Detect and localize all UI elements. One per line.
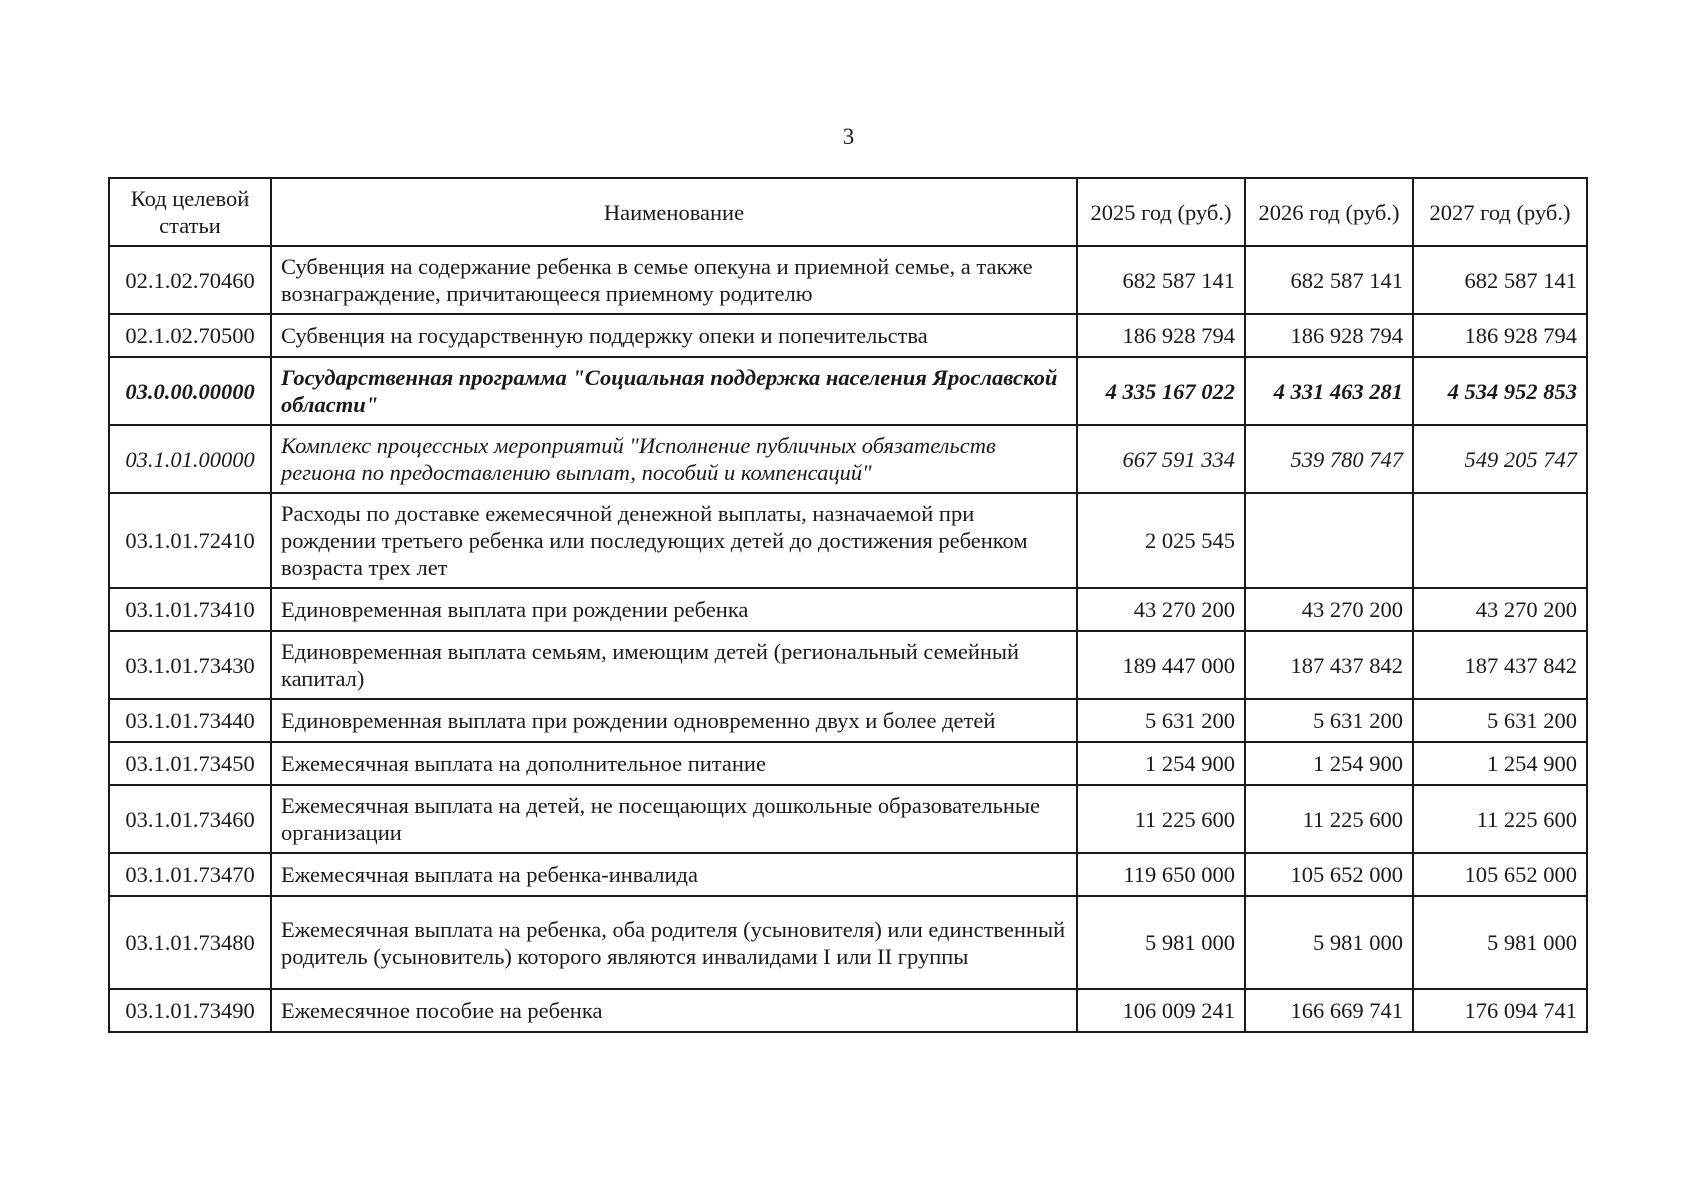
row-2027: 43 270 200 bbox=[1413, 588, 1587, 631]
table-row bbox=[109, 785, 1587, 853]
row-2025: 667 591 334 bbox=[1077, 425, 1245, 493]
row-2025: 1 254 900 bbox=[1077, 742, 1245, 785]
row-2026: 186 928 794 bbox=[1245, 314, 1413, 357]
row-code: 03.1.01.73470 bbox=[109, 853, 271, 896]
row-name: Единовременная выплата при рождении одновременно двух и более детей bbox=[271, 699, 1077, 742]
row-2026: 166 669 741 bbox=[1245, 989, 1413, 1032]
table-row-complex bbox=[109, 425, 1587, 493]
row-code: 03.1.01.73430 bbox=[109, 631, 271, 699]
table-row bbox=[109, 631, 1587, 699]
row-name: Ежемесячная выплата на дополнительное питание bbox=[271, 742, 1077, 785]
row-2025: 2 025 545 bbox=[1077, 493, 1245, 588]
row-name: Ежемесячная выплата на детей, не посещающих дошкольные образовательные организации bbox=[271, 785, 1077, 853]
row-code: 03.1.01.73480 bbox=[109, 896, 271, 989]
row-2025: 186 928 794 bbox=[1077, 314, 1245, 357]
row-code: 03.1.01.00000 bbox=[109, 425, 271, 493]
row-2027: 105 652 000 bbox=[1413, 853, 1587, 896]
table-row bbox=[109, 853, 1587, 896]
row-2026: 4 331 463 281 bbox=[1245, 357, 1413, 425]
row-code: 03.1.01.73440 bbox=[109, 699, 271, 742]
row-2025: 4 335 167 022 bbox=[1077, 357, 1245, 425]
row-2027: 11 225 600 bbox=[1413, 785, 1587, 853]
row-2027: 176 094 741 bbox=[1413, 989, 1587, 1032]
table-row bbox=[109, 314, 1587, 357]
table-row bbox=[109, 246, 1587, 314]
row-2026: 5 631 200 bbox=[1245, 699, 1413, 742]
row-code: 03.1.01.73490 bbox=[109, 989, 271, 1032]
row-name: Государственная программа "Социальная поддержка населения Ярославской области" bbox=[271, 357, 1077, 425]
row-name: Расходы по доставке ежемесячной денежной выплаты, назначаемой при рождении третьего ребенка или последующих детей до достижения ребенком возраста трех лет bbox=[271, 493, 1077, 588]
budget-table bbox=[108, 177, 1588, 1033]
row-2025: 5 631 200 bbox=[1077, 699, 1245, 742]
row-2026: 43 270 200 bbox=[1245, 588, 1413, 631]
row-2025: 119 650 000 bbox=[1077, 853, 1245, 896]
row-2027: 187 437 842 bbox=[1413, 631, 1587, 699]
table-row bbox=[109, 896, 1587, 989]
row-2027: 5 631 200 bbox=[1413, 699, 1587, 742]
row-code: 03.1.01.73410 bbox=[109, 588, 271, 631]
row-2026: 682 587 141 bbox=[1245, 246, 1413, 314]
row-name: Субвенция на содержание ребенка в семье опекуна и приемной семье, а также вознаграждение, причитающееся приемному родителю bbox=[271, 246, 1077, 314]
row-code: 03.1.01.73460 bbox=[109, 785, 271, 853]
row-2027: 5 981 000 bbox=[1413, 896, 1587, 989]
row-2025: 106 009 241 bbox=[1077, 989, 1245, 1032]
header-2026: 2026 год (руб.) bbox=[1245, 178, 1413, 246]
row-2026: 539 780 747 bbox=[1245, 425, 1413, 493]
header-code: Код целевой статьи bbox=[109, 178, 271, 246]
row-code: 02.1.02.70500 bbox=[109, 314, 271, 357]
row-2026: 187 437 842 bbox=[1245, 631, 1413, 699]
row-2025: 43 270 200 bbox=[1077, 588, 1245, 631]
row-2027: 186 928 794 bbox=[1413, 314, 1587, 357]
table-header-row bbox=[109, 178, 1587, 246]
row-name: Комплекс процессных мероприятий "Исполнение публичных обязательств региона по предоставлению выплат, пособий и компенсаций" bbox=[271, 425, 1077, 493]
header-2027: 2027 год (руб.) bbox=[1413, 178, 1587, 246]
row-code: 03.1.01.73450 bbox=[109, 742, 271, 785]
header-name: Наименование bbox=[271, 178, 1077, 246]
row-2025: 11 225 600 bbox=[1077, 785, 1245, 853]
row-code: 02.1.02.70460 bbox=[109, 246, 271, 314]
row-name: Единовременная выплата при рождении ребенка bbox=[271, 588, 1077, 631]
row-code: 03.0.00.00000 bbox=[109, 357, 271, 425]
table-row bbox=[109, 493, 1587, 588]
row-name: Единовременная выплата семьям, имеющим детей (региональный семейный капитал) bbox=[271, 631, 1077, 699]
row-name: Субвенция на государственную поддержку опеки и попечительства bbox=[271, 314, 1077, 357]
row-2026 bbox=[1245, 493, 1413, 588]
table-row bbox=[109, 588, 1587, 631]
row-2025: 682 587 141 bbox=[1077, 246, 1245, 314]
row-2026: 5 981 000 bbox=[1245, 896, 1413, 989]
row-name: Ежемесячная выплата на ребенка-инвалида bbox=[271, 853, 1077, 896]
row-2027 bbox=[1413, 493, 1587, 588]
row-2025: 5 981 000 bbox=[1077, 896, 1245, 989]
row-2026: 1 254 900 bbox=[1245, 742, 1413, 785]
row-2027: 549 205 747 bbox=[1413, 425, 1587, 493]
row-name: Ежемесячное пособие на ребенка bbox=[271, 989, 1077, 1032]
row-2027: 682 587 141 bbox=[1413, 246, 1587, 314]
table-row-program bbox=[109, 357, 1587, 425]
row-2026: 105 652 000 bbox=[1245, 853, 1413, 896]
row-2025: 189 447 000 bbox=[1077, 631, 1245, 699]
row-2027: 1 254 900 bbox=[1413, 742, 1587, 785]
table-row bbox=[109, 699, 1587, 742]
table-row bbox=[109, 742, 1587, 785]
table-row bbox=[109, 989, 1587, 1032]
row-name: Ежемесячная выплата на ребенка, оба родителя (усыновителя) или единственный родитель (усыновитель) которого являются инвалидами I или II группы bbox=[271, 896, 1077, 989]
row-2027: 4 534 952 853 bbox=[1413, 357, 1587, 425]
page-number: 3 bbox=[842, 124, 855, 149]
header-2025: 2025 год (руб.) bbox=[1077, 178, 1245, 246]
row-2026: 11 225 600 bbox=[1245, 785, 1413, 853]
row-code: 03.1.01.72410 bbox=[109, 493, 271, 588]
